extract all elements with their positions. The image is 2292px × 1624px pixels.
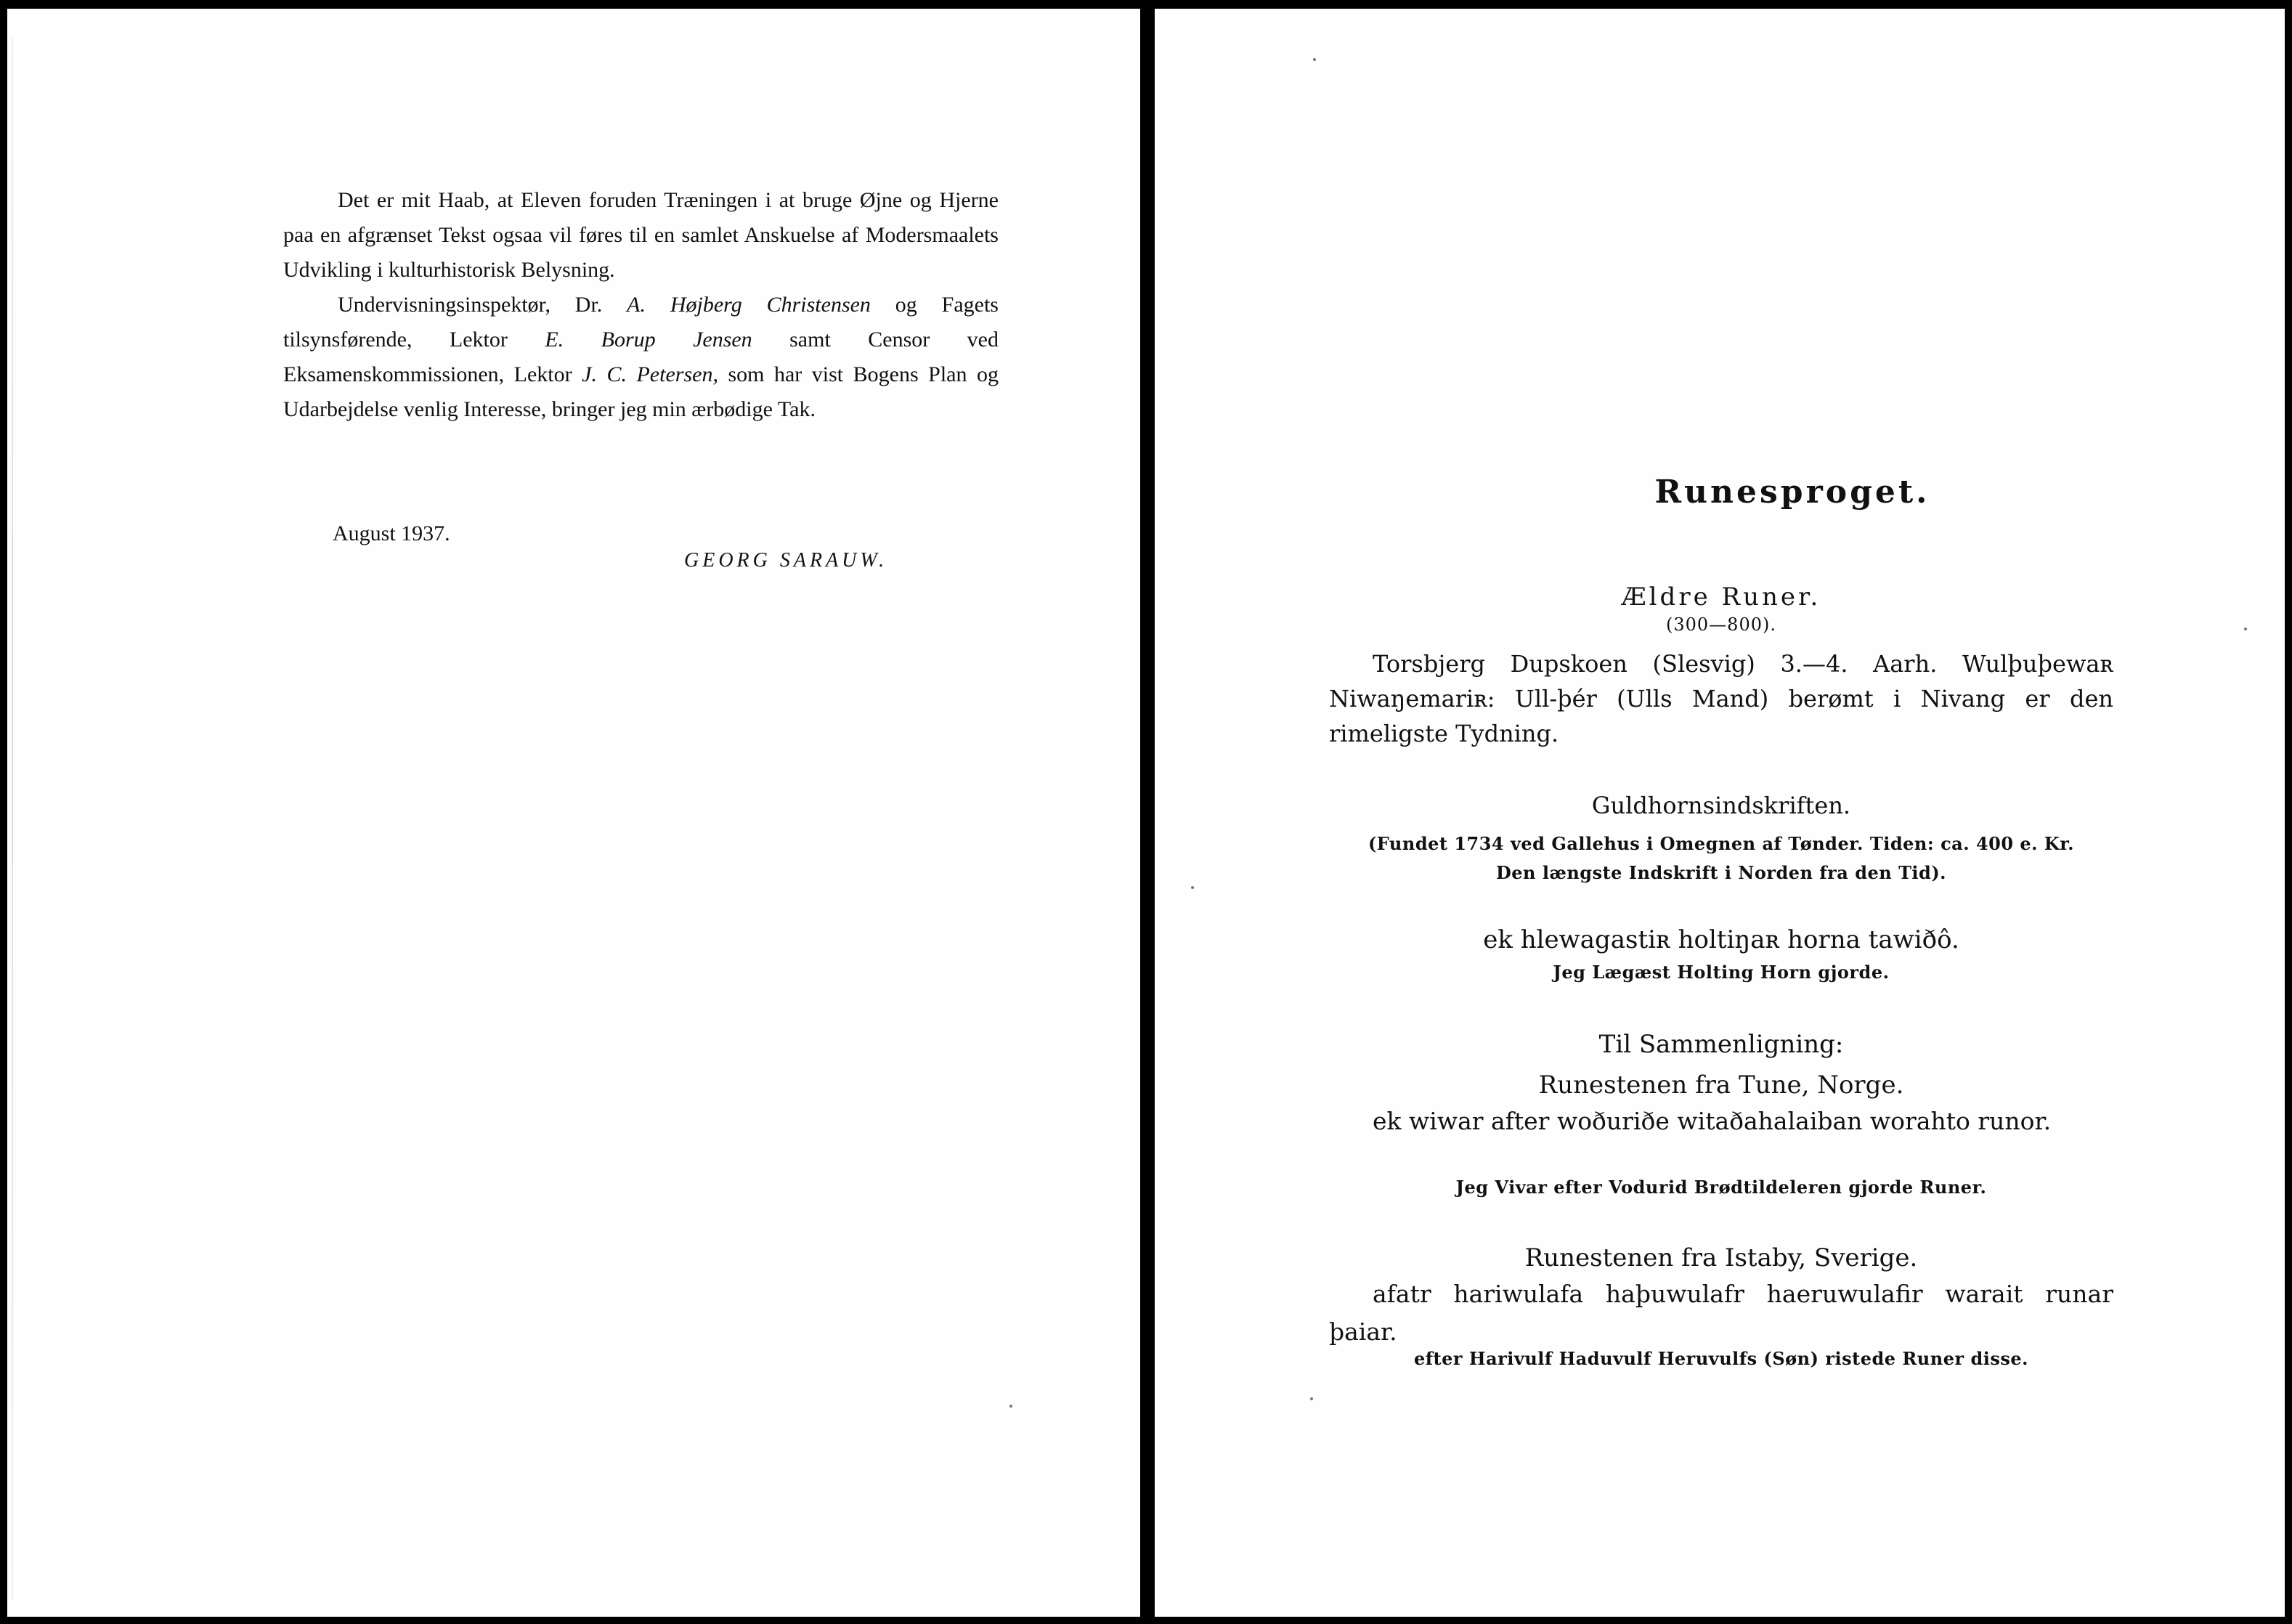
torsbjerg-paragraph: [1329, 646, 2113, 751]
para2-text-2: og Fagets tilsynsførende, Lektor: [283, 293, 999, 352]
tune-inscription-text: ek wiwar after woðuriðe witaðahalaiban worahto runor.: [1373, 1107, 2052, 1135]
guldhorn-inscription: ek hlewagastiʀ holtiŋaʀ horna tawiðô.: [1483, 925, 1959, 954]
istaby-inscription: [1329, 1275, 2113, 1351]
left-page: [7, 9, 1140, 1617]
page-edge-shadow: [12, 38, 13, 1599]
para2-text-4: som har vist Bogens Plan og Udarbejdelse venlig Interesse, bringer jeg min ærbødige Tak.: [283, 362, 999, 421]
preface-paragraph-1: Det er mit Haab, at Eleven foruden Træningen i at bruge Øjne og Hjerne paa en afgrænset Tekst ogsaa vil føres til en samlet Anskuelse af Modersmaalets Udvikling i kulturhistorisk Belysning.: [283, 188, 999, 282]
print-speck: [1009, 1405, 1012, 1408]
guldhorn-heading: Guldhornsindskriften.: [1591, 792, 1851, 819]
date-range: (300—800).: [1666, 614, 1776, 635]
guldhorn-translation: Jeg Lægæst Holting Horn gjorde.: [1553, 962, 1890, 983]
comparison-heading: Til Sammenligning:: [1598, 1030, 1844, 1059]
tune-inscription: [1329, 1103, 2113, 1140]
tune-translation: Jeg Vivar efter Vodurid Brødtildeleren gjorde Runer.: [1455, 1177, 1987, 1198]
guldhorn-note-line-1: (Fundet 1734 ved Gallehus i Omegnen af Tønder. Tiden: ca. 400 e. Kr.: [1368, 833, 2075, 854]
name-borup: E. Borup Jensen: [545, 328, 752, 352]
guldhorn-note-line-2: Den længste Indskrift i Norden fra den Tid).: [1495, 862, 1947, 883]
tune-heading: Runestenen fra Tune, Norge.: [1538, 1071, 1904, 1100]
print-speck: [1191, 886, 1194, 889]
istaby-inscription-text: afatr hariwulafa haþuwulafr haeruwulafir warait runar þaiar.: [1329, 1280, 2113, 1346]
para2-text-3: samt Censor ved Eksamenskommissionen, Lektor: [283, 328, 999, 386]
right-page: [1155, 9, 2285, 1617]
section-heading-aeldre-runer: Ældre Runer.: [1621, 582, 1821, 612]
date-line: August 1937.: [333, 521, 450, 545]
torsbjerg-text: Torsbjerg Dupskoen (Slesvig) 3.—4. Aarh. Wulþuþewaʀ Niwaŋemariʀ: Ull-þér (Ulls Mand) berømt i Nivang er den rimeligste Tydning.: [1329, 650, 2113, 747]
preface-text: [283, 183, 999, 427]
print-speck: [1310, 1397, 1313, 1400]
chapter-title: Runesproget.: [1654, 474, 1930, 511]
signature: GEORG SARAUW.: [684, 549, 888, 572]
name-hojberg: A. Højberg Christensen: [627, 293, 871, 317]
print-speck: [2244, 628, 2247, 630]
guldhorn-note: [1322, 829, 2121, 888]
para2-text-1: Undervisningsinspektør, Dr.: [338, 293, 627, 317]
name-petersen: J. C. Petersen,: [582, 362, 718, 386]
preface-paragraph-2: [283, 288, 999, 427]
istaby-translation: efter Harivulf Haduvulf Heruvulfs (Søn) ristede Runer disse.: [1413, 1348, 2029, 1369]
print-speck: [1313, 58, 1316, 61]
istaby-heading: Runestenen fra Istaby, Sverige.: [1524, 1243, 1918, 1272]
